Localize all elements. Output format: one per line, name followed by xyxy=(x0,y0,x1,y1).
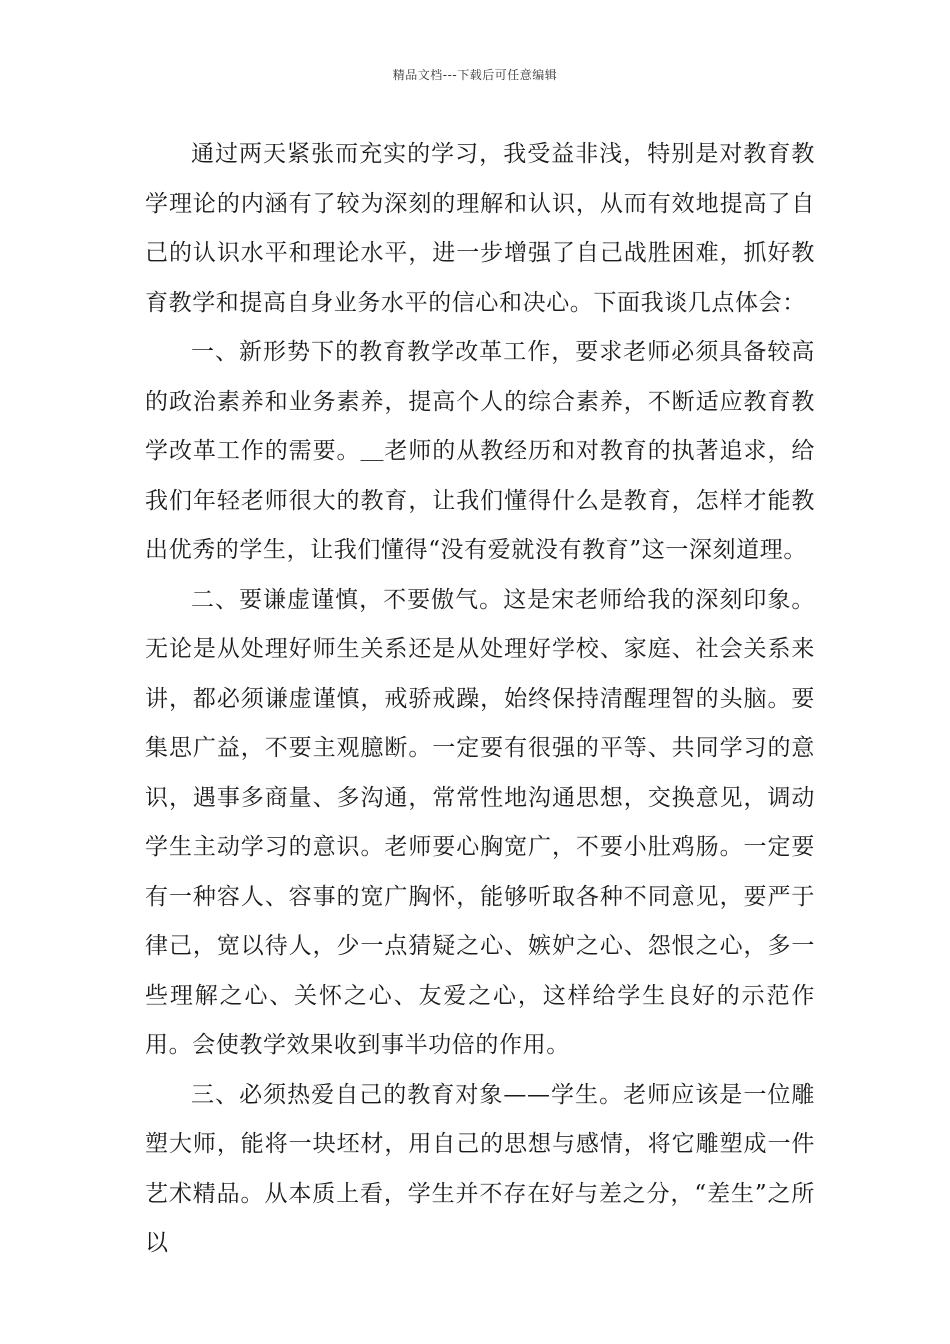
paragraph-intro: 通过两天紧张而充实的学习，我受益非浅，特别是对教育教学理论的内涵有了较为深刻的理解和认识，从而有效地提高了自己的认识水平和理论水平，进一步增强了自己战胜困难，抓好教育教学和提高自身业务水平的信心和决心。下面我谈几点体会： xyxy=(145,141,815,316)
paragraph-point-one: 一、新形势下的教育教学改革工作，要求老师必须具备较高的政治素养和业务素养，提高个人的综合素养，不断适应教育教学改革工作的需要。＿老师的从教经历和对教育的执著追求，给我们年轻老师很大的教育，让我们懂得什么是教育，怎样才能教出优秀的学生，让我们懂得“没有爱就没有教育”这一深刻道理。 xyxy=(145,339,815,563)
page-header: 精品文档---下载后可任意编辑 xyxy=(392,68,558,82)
paragraph-point-two: 二、要谦虚谨慎，不要傲气。这是宋老师给我的深刻印象。无论是从处理好师生关系还是从处理好学校、家庭、社会关系来讲，都必须谦虚谨慎，戒骄戒躁，始终保持清醒理智的头脑。要集思广益，不要主观臆断。一定要有很强的平等、共同学习的意识，遇事多商量、多沟通，常常性地沟通思想，交换意见，调动学生主动学习的意识。老师要心胸宽广，不要小肚鸡肠。一定要有一种容人、容事的宽广胸怀，能够听取各种不同意见，要严于律己，宽以待人，少一点猜疑之心、嫉妒之心、怨恨之心，多一些理解之心、关怀之心、友爱之心，这样给学生良好的示范作用。会使教学效果收到事半功倍的作用。 xyxy=(145,586,815,1058)
paragraph-point-three: 三、必须热爱自己的教育对象——学生。老师应该是一位雕塑大师，能将一块坯材，用自己的思想与感情，将它雕塑成一件艺术精品。从本质上看，学生并不存在好与差之分，“差生”之所以 xyxy=(145,1081,815,1256)
document-body xyxy=(145,130,815,1269)
